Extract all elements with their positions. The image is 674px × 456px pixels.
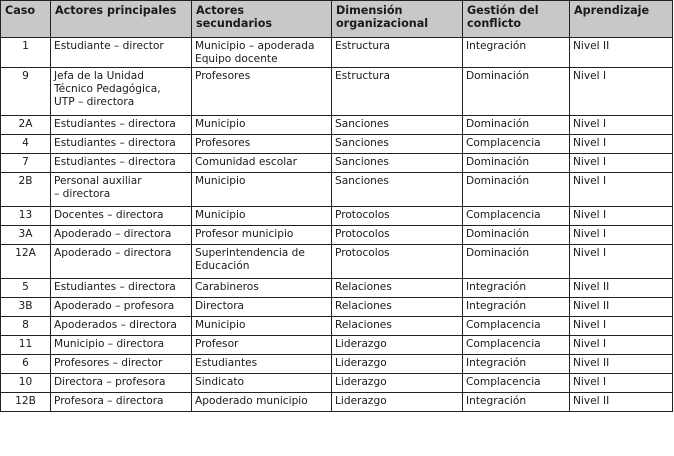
cell-actores-secundarios: Comunidad escolar <box>192 154 332 173</box>
cell-aprendizaje: Nivel II <box>570 393 673 412</box>
table-row <box>1 317 673 336</box>
table-row <box>1 68 673 116</box>
cell-caso: 2B <box>1 173 51 207</box>
cell-actores-principales: Estudiantes – directora <box>51 135 192 154</box>
header-actores-secundarios: Actores secundarios <box>192 1 332 38</box>
cell-gestion: Integración <box>463 298 570 317</box>
cell-dimension: Protocolos <box>332 226 463 245</box>
cell-caso: 8 <box>1 317 51 336</box>
cell-actores-secundarios: Municipio – apoderada Equipo docente <box>192 38 332 68</box>
cell-actores-principales: Profesores – director <box>51 355 192 374</box>
header-row <box>1 1 673 38</box>
cell-aprendizaje: Nivel II <box>570 298 673 317</box>
cell-dimension: Liderazgo <box>332 374 463 393</box>
cell-actores-secundarios: Profesores <box>192 68 332 116</box>
cell-aprendizaje: Nivel I <box>570 245 673 279</box>
cell-caso: 7 <box>1 154 51 173</box>
cell-gestion: Dominación <box>463 173 570 207</box>
cell-aprendizaje: Nivel II <box>570 279 673 298</box>
table-row <box>1 279 673 298</box>
cell-aprendizaje: Nivel I <box>570 226 673 245</box>
cell-gestion: Dominación <box>463 245 570 279</box>
cell-aprendizaje: Nivel I <box>570 173 673 207</box>
cell-dimension: Relaciones <box>332 298 463 317</box>
header-gestion-del-conflicto: Gestión del conflicto <box>463 1 570 38</box>
cell-aprendizaje: Nivel I <box>570 135 673 154</box>
cell-dimension: Liderazgo <box>332 355 463 374</box>
cell-actores-principales: Apoderado – profesora <box>51 298 192 317</box>
cell-caso: 9 <box>1 68 51 116</box>
cell-caso: 6 <box>1 355 51 374</box>
cell-actores-secundarios: Municipio <box>192 116 332 135</box>
cell-dimension: Estructura <box>332 38 463 68</box>
cell-actores-secundarios: Directora <box>192 298 332 317</box>
header-actores-principales: Actores principales <box>51 1 192 38</box>
cell-actores-principales: Docentes – directora <box>51 207 192 226</box>
header-aprendizaje: Aprendizaje <box>570 1 673 38</box>
cell-actores-principales: Personal auxiliar – directora <box>51 173 192 207</box>
cell-aprendizaje: Nivel I <box>570 154 673 173</box>
cell-dimension: Sanciones <box>332 116 463 135</box>
cell-gestion: Complacencia <box>463 317 570 336</box>
table-row <box>1 374 673 393</box>
cell-dimension: Sanciones <box>332 154 463 173</box>
cell-actores-principales: Estudiantes – directora <box>51 116 192 135</box>
cell-caso: 10 <box>1 374 51 393</box>
cell-caso: 2A <box>1 116 51 135</box>
table-header <box>1 1 673 38</box>
cell-caso: 3B <box>1 298 51 317</box>
cell-dimension: Protocolos <box>332 245 463 279</box>
cell-gestion: Integración <box>463 38 570 68</box>
table-row <box>1 135 673 154</box>
cell-gestion: Dominación <box>463 154 570 173</box>
cell-actores-secundarios: Municipio <box>192 173 332 207</box>
cell-caso: 12B <box>1 393 51 412</box>
table-row <box>1 154 673 173</box>
cell-actores-secundarios: Municipio <box>192 317 332 336</box>
cell-caso: 1 <box>1 38 51 68</box>
cell-actores-secundarios: Municipio <box>192 207 332 226</box>
table-row <box>1 298 673 317</box>
cell-dimension: Liderazgo <box>332 336 463 355</box>
table-row <box>1 355 673 374</box>
cell-actores-principales: Jefa de la Unidad Técnico Pedagógica, UTP – directora <box>51 68 192 116</box>
cell-actores-secundarios: Apoderado municipio <box>192 393 332 412</box>
cell-caso: 12A <box>1 245 51 279</box>
cell-gestion: Complacencia <box>463 336 570 355</box>
cell-gestion: Complacencia <box>463 374 570 393</box>
cell-dimension: Relaciones <box>332 317 463 336</box>
cell-dimension: Sanciones <box>332 135 463 154</box>
cell-gestion: Integración <box>463 279 570 298</box>
table-row <box>1 173 673 207</box>
table-row <box>1 336 673 355</box>
cell-gestion: Dominación <box>463 116 570 135</box>
cell-aprendizaje: Nivel I <box>570 336 673 355</box>
table-row <box>1 226 673 245</box>
cell-dimension: Sanciones <box>332 173 463 207</box>
cell-actores-principales: Municipio – directora <box>51 336 192 355</box>
cell-dimension: Estructura <box>332 68 463 116</box>
cell-actores-secundarios: Sindicato <box>192 374 332 393</box>
cell-actores-principales: Apoderado – directora <box>51 245 192 279</box>
cell-aprendizaje: Nivel I <box>570 207 673 226</box>
cell-actores-secundarios: Profesor municipio <box>192 226 332 245</box>
cell-dimension: Protocolos <box>332 207 463 226</box>
table-row <box>1 38 673 68</box>
table-row <box>1 393 673 412</box>
cell-actores-principales: Estudiantes – directora <box>51 279 192 298</box>
cell-actores-principales: Apoderados – directora <box>51 317 192 336</box>
cell-gestion: Integración <box>463 393 570 412</box>
cell-actores-principales: Directora – profesora <box>51 374 192 393</box>
cell-actores-secundarios: Superintendencia de Educación <box>192 245 332 279</box>
cell-caso: 3A <box>1 226 51 245</box>
cell-actores-secundarios: Profesor <box>192 336 332 355</box>
table-row <box>1 245 673 279</box>
cell-aprendizaje: Nivel II <box>570 38 673 68</box>
cell-aprendizaje: Nivel I <box>570 317 673 336</box>
cell-dimension: Relaciones <box>332 279 463 298</box>
cell-aprendizaje: Nivel II <box>570 355 673 374</box>
table-body <box>1 38 673 412</box>
cell-aprendizaje: Nivel I <box>570 374 673 393</box>
cell-aprendizaje: Nivel I <box>570 68 673 116</box>
cell-actores-principales: Profesora – directora <box>51 393 192 412</box>
cell-caso: 13 <box>1 207 51 226</box>
cell-actores-principales: Apoderado – directora <box>51 226 192 245</box>
header-dimension-organizacional: Dimensión organizacional <box>332 1 463 38</box>
cell-actores-principales: Estudiantes – directora <box>51 154 192 173</box>
cell-actores-secundarios: Estudiantes <box>192 355 332 374</box>
cell-caso: 5 <box>1 279 51 298</box>
cell-caso: 4 <box>1 135 51 154</box>
cell-dimension: Liderazgo <box>332 393 463 412</box>
table-row <box>1 116 673 135</box>
cell-caso: 11 <box>1 336 51 355</box>
cell-actores-secundarios: Carabineros <box>192 279 332 298</box>
cell-gestion: Complacencia <box>463 207 570 226</box>
cell-aprendizaje: Nivel I <box>570 116 673 135</box>
cell-actores-secundarios: Profesores <box>192 135 332 154</box>
cell-gestion: Dominación <box>463 68 570 116</box>
header-caso: Caso <box>1 1 51 38</box>
cell-gestion: Dominación <box>463 226 570 245</box>
table-row <box>1 207 673 226</box>
cell-gestion: Complacencia <box>463 135 570 154</box>
cell-actores-principales: Estudiante – director <box>51 38 192 68</box>
cell-gestion: Integración <box>463 355 570 374</box>
